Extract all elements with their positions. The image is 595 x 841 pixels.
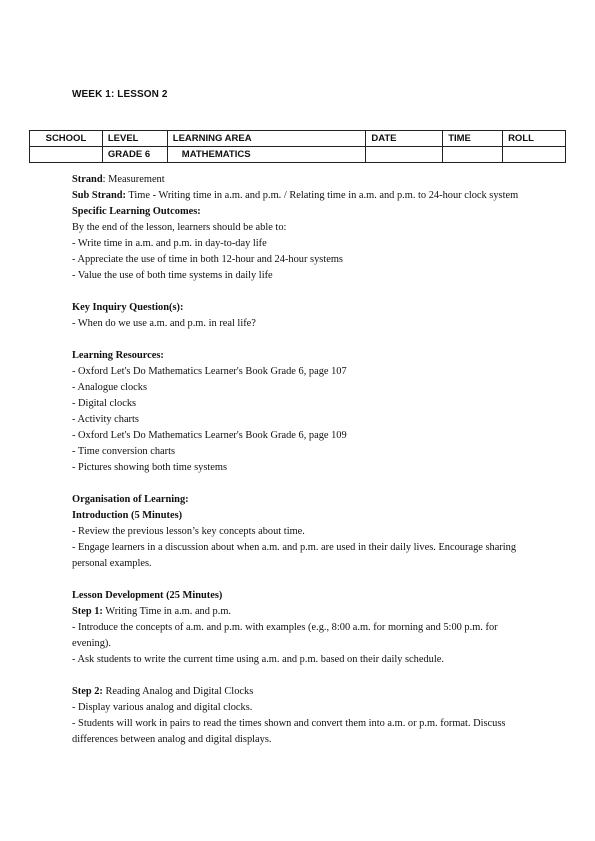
step1-title: Writing Time in a.m. and p.m. <box>102 606 232 617</box>
sub-strand-value: Time - Writing time in a.m. and p.m. / Relating time in a.m. and p.m. to 24-hour clock system <box>126 190 519 201</box>
cell-school <box>30 147 103 163</box>
development-title: Lesson Development (25 Minutes) <box>72 590 223 601</box>
cell-date <box>366 147 443 163</box>
resources-title: Learning Resources: <box>72 350 164 361</box>
introduction-title: Introduction (5 Minutes) <box>72 510 183 521</box>
strand-value: : Measurement <box>102 174 165 185</box>
table-header-row <box>30 131 566 147</box>
list-item: - Analogue clocks <box>72 382 148 393</box>
step1-heading <box>72 604 532 620</box>
header-level: LEVEL <box>102 131 167 147</box>
list-item: - Time conversion charts <box>72 446 176 457</box>
table-row <box>30 147 566 163</box>
list-item: - Appreciate the use of time in both 12-hour and 24-hour systems <box>72 254 343 265</box>
list-item: - Students will work in pairs to read the times shown and convert them into a.m. or p.m. format. Discuss differences between analog and digital displays. <box>72 718 506 745</box>
outcomes-intro: By the end of the lesson, learners should be able to: <box>72 222 287 233</box>
header-date: DATE <box>366 131 443 147</box>
step2-label: Step 2: <box>72 686 103 697</box>
list-item: - Oxford Let's Do Mathematics Learner's Book Grade 6, page 109 <box>72 430 347 441</box>
list-item: - Oxford Let's Do Mathematics Learner's Book Grade 6, page 107 <box>72 366 347 377</box>
cell-level: GRADE 6 <box>102 147 167 163</box>
header-learning-area: LEARNING AREA <box>167 131 366 147</box>
list-item: - Review the previous lesson’s key concepts about time. <box>72 526 305 537</box>
header-time: TIME <box>443 131 503 147</box>
step1-label: Step 1: <box>72 606 103 617</box>
lesson-heading: WEEK 1: LESSON 2 <box>72 89 168 100</box>
step2-title: Reading Analog and Digital Clocks <box>102 686 254 697</box>
strand-line <box>72 172 532 188</box>
header-school: SCHOOL <box>30 131 103 147</box>
lesson-info-table <box>29 130 566 163</box>
strand-label: Strand <box>72 174 103 185</box>
cell-learning-area: MATHEMATICS <box>167 147 366 163</box>
cell-roll <box>503 147 566 163</box>
list-item: - Ask students to write the current time using a.m. and p.m. based on their daily schedule. <box>72 654 444 665</box>
inquiry-title: Key Inquiry Question(s): <box>72 302 184 313</box>
list-item: - Pictures showing both time systems <box>72 462 227 473</box>
outcomes-title: Specific Learning Outcomes: <box>72 206 201 217</box>
list-item: - Engage learners in a discussion about when a.m. and p.m. are used in their daily lives. Encourage sharing personal examples. <box>72 542 517 569</box>
header-roll: ROLL <box>503 131 566 147</box>
list-item: - Display various analog and digital clocks. <box>72 702 253 713</box>
list-item: - Activity charts <box>72 414 139 425</box>
lesson-body <box>72 172 532 748</box>
list-item: - Write time in a.m. and p.m. in day-to-day life <box>72 238 267 249</box>
list-item: - When do we use a.m. and p.m. in real life? <box>72 318 256 329</box>
step2-heading <box>72 684 532 700</box>
list-item: - Digital clocks <box>72 398 137 409</box>
sub-strand-line <box>72 188 532 204</box>
cell-time <box>443 147 503 163</box>
list-item: - Value the use of both time systems in daily life <box>72 270 273 281</box>
list-item: - Introduce the concepts of a.m. and p.m. with examples (e.g., 8:00 a.m. for morning and 5:00 p.m. for evening). <box>72 622 498 649</box>
organisation-title: Organisation of Learning: <box>72 494 189 505</box>
sub-strand-label: Sub Strand: <box>72 190 126 201</box>
